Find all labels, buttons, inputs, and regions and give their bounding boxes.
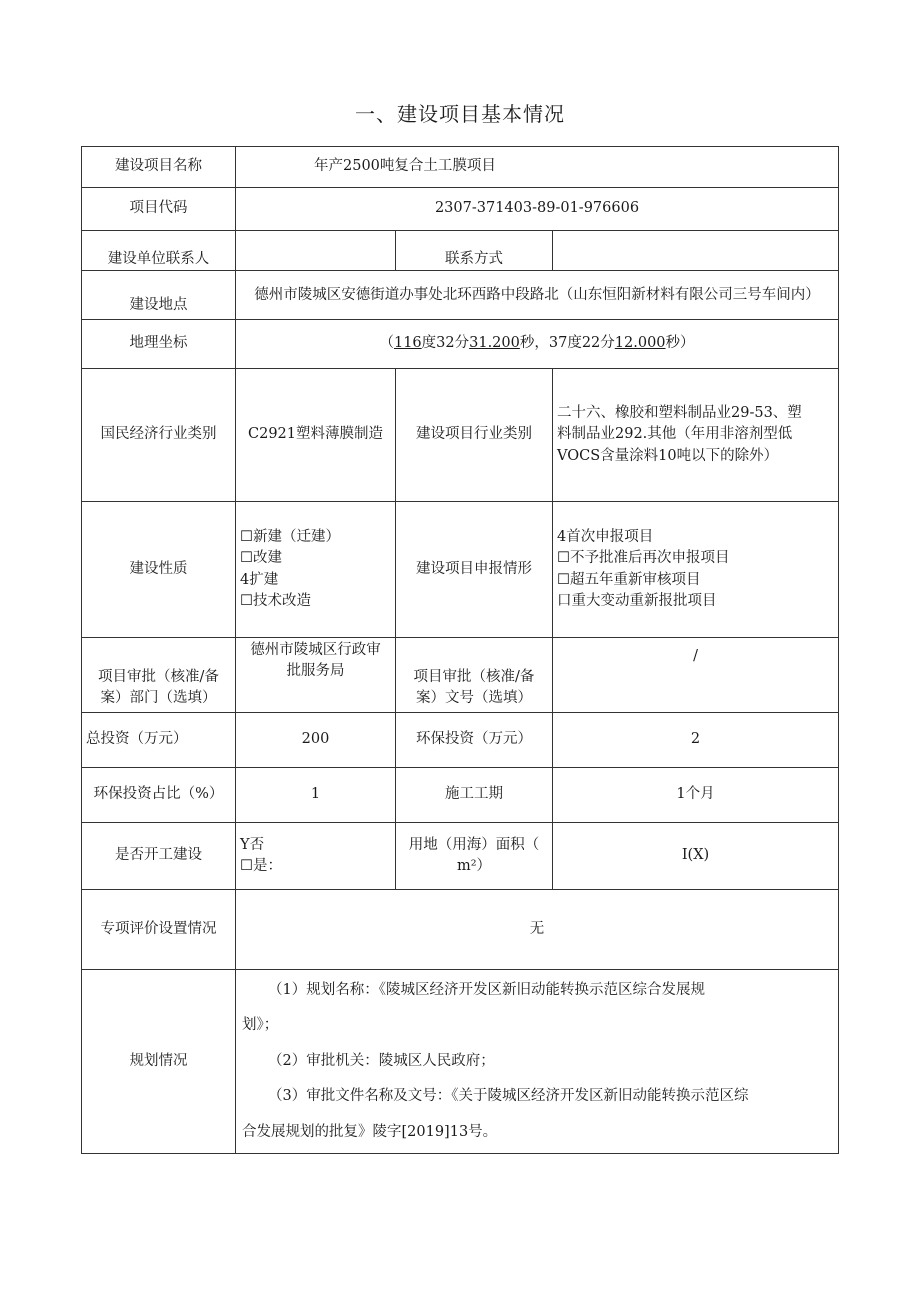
value-coordinates xyxy=(236,320,839,369)
value-special-evaluation: 无 xyxy=(236,890,839,970)
label-env-investment: 环保投资（万元） xyxy=(396,713,553,768)
plan-line: （2）审批机关：陵城区人民政府； xyxy=(268,1052,495,1069)
coord-lon-rest: 度32分 xyxy=(421,335,470,352)
label-coordinates: 地理坐标 xyxy=(82,320,236,369)
label-land-area xyxy=(396,823,553,890)
label-special-evaluation: 专项评价设置情况 xyxy=(82,890,236,970)
label-construction-nature: 建设性质 xyxy=(82,502,236,638)
row-special-evaluation xyxy=(82,890,839,970)
value-project-name: 年产2500吨复合土工膜项目 xyxy=(236,147,839,188)
row-contact xyxy=(82,231,839,271)
row-approval xyxy=(82,638,839,713)
label-contact-person: 建设单位联系人 xyxy=(82,231,236,271)
nature-option: ☐改建 xyxy=(240,550,282,567)
value-env-investment: 2 xyxy=(553,713,839,768)
declaration-option: ☐不予批准后再次申报项目 xyxy=(557,550,730,567)
value-project-industry xyxy=(553,369,839,502)
approval-dept-line: 项目审批（核准/备 xyxy=(98,668,219,685)
industry-line: 料制品业292.其他（年用非溶剂型低 xyxy=(557,426,793,443)
row-investment xyxy=(82,713,839,768)
declaration-option: ☐超五年重新审核项目 xyxy=(557,571,701,588)
row-ratio xyxy=(82,768,839,823)
label-location: 建设地点 xyxy=(82,271,236,320)
coord-mid: 秒，37度22分 xyxy=(519,335,615,352)
label-contact-method: 联系方式 xyxy=(396,231,553,271)
value-industry-category: C2921塑料薄膜制造 xyxy=(236,369,396,502)
row-project-code xyxy=(82,188,839,231)
nature-option: ☐新建（迁建） xyxy=(240,529,340,546)
industry-line: 二十六、橡胶和塑料制品业29-53、塑 xyxy=(557,405,802,422)
plan-line: 合发展规划的批复》陵字[2019]13号。 xyxy=(242,1123,498,1140)
label-env-ratio: 环保投资占比（%） xyxy=(82,768,236,823)
value-contact-method xyxy=(553,231,839,271)
declaration-option: 口重大变动重新报批项目 xyxy=(557,592,717,609)
value-started xyxy=(236,823,396,890)
plan-line: 划》； xyxy=(242,1017,279,1034)
approval-dept-line: 案）部门（选填） xyxy=(100,689,217,706)
nature-option: 4扩建 xyxy=(240,571,279,588)
row-project-name xyxy=(82,147,839,188)
label-planning: 规划情况 xyxy=(82,970,236,1154)
nature-option: ☐技术改造 xyxy=(240,592,311,609)
label-project-industry: 建设项目行业类别 xyxy=(396,369,553,502)
label-project-code: 项目代码 xyxy=(82,188,236,231)
basic-info-table xyxy=(81,146,839,1154)
started-option: ☐是： xyxy=(240,858,282,874)
value-project-code: 2307-371403-89-01-976606 xyxy=(236,188,839,231)
value-env-ratio: 1 xyxy=(236,768,396,823)
label-construction-period: 施工工期 xyxy=(396,768,553,823)
row-coordinates xyxy=(82,320,839,369)
value-contact-person xyxy=(236,231,396,271)
industry-line: VOCS含量涂料10吨以下的除外） xyxy=(557,447,779,464)
row-location xyxy=(82,271,839,320)
label-project-name: 建设项目名称 xyxy=(82,147,236,188)
label-approval-dept xyxy=(82,638,236,713)
value-land-area: I(X) xyxy=(553,823,839,890)
value-location: 德州市陵城区安德街道办事处北环西路中段路北（山东恒阳新材料有限公司三号车间内） xyxy=(236,271,839,320)
value-approval-number: / xyxy=(553,638,839,713)
value-approval-dept xyxy=(236,638,396,713)
approval-number-line: 案）文号（选填） xyxy=(416,689,532,706)
value-construction-period: 1个月 xyxy=(553,768,839,823)
label-total-investment: 总投资（万元） xyxy=(82,713,236,768)
row-planning xyxy=(82,970,839,1154)
label-started: 是否开工建设 xyxy=(82,823,236,890)
approval-number-line: 项目审批（核准/备 xyxy=(413,668,535,685)
row-nature xyxy=(82,502,839,638)
value-construction-nature xyxy=(236,502,396,638)
coord-lat-sec: 12.000 xyxy=(614,335,666,352)
value-planning xyxy=(236,970,839,1154)
coord-lon-sec: 31.200 xyxy=(469,335,520,352)
row-industry xyxy=(82,369,839,502)
page-title: 一、建设项目基本情况 xyxy=(355,102,565,126)
row-started xyxy=(82,823,839,890)
plan-line: （1）规划名称：《陵城区经济开发区新旧动能转换示范区综合发展规 xyxy=(268,981,705,998)
value-total-investment: 200 xyxy=(236,713,396,768)
approval-dept-value-line: 德州市陵城区行政审 xyxy=(250,642,381,658)
land-area-line: m²） xyxy=(456,858,492,874)
approval-dept-value-line: 批服务局 xyxy=(286,663,345,680)
coord-close: 秒） xyxy=(665,335,695,352)
coord-lon-deg: 116 xyxy=(393,335,422,352)
land-area-line: 用地（用海）面积（ xyxy=(408,836,540,853)
label-declaration-situation: 建设项目申报情形 xyxy=(396,502,553,638)
plan-line: （3）审批文件名称及文号：《关于陵城区经济开发区新旧动能转换示范区综 xyxy=(268,1088,749,1105)
started-option: Y否 xyxy=(240,836,265,853)
declaration-option: 4首次申报项目 xyxy=(557,529,654,546)
label-industry-category: 国民经济行业类别 xyxy=(82,369,236,502)
label-approval-number xyxy=(396,638,553,713)
coord-open: （ xyxy=(379,335,394,352)
value-declaration-situation xyxy=(553,502,839,638)
